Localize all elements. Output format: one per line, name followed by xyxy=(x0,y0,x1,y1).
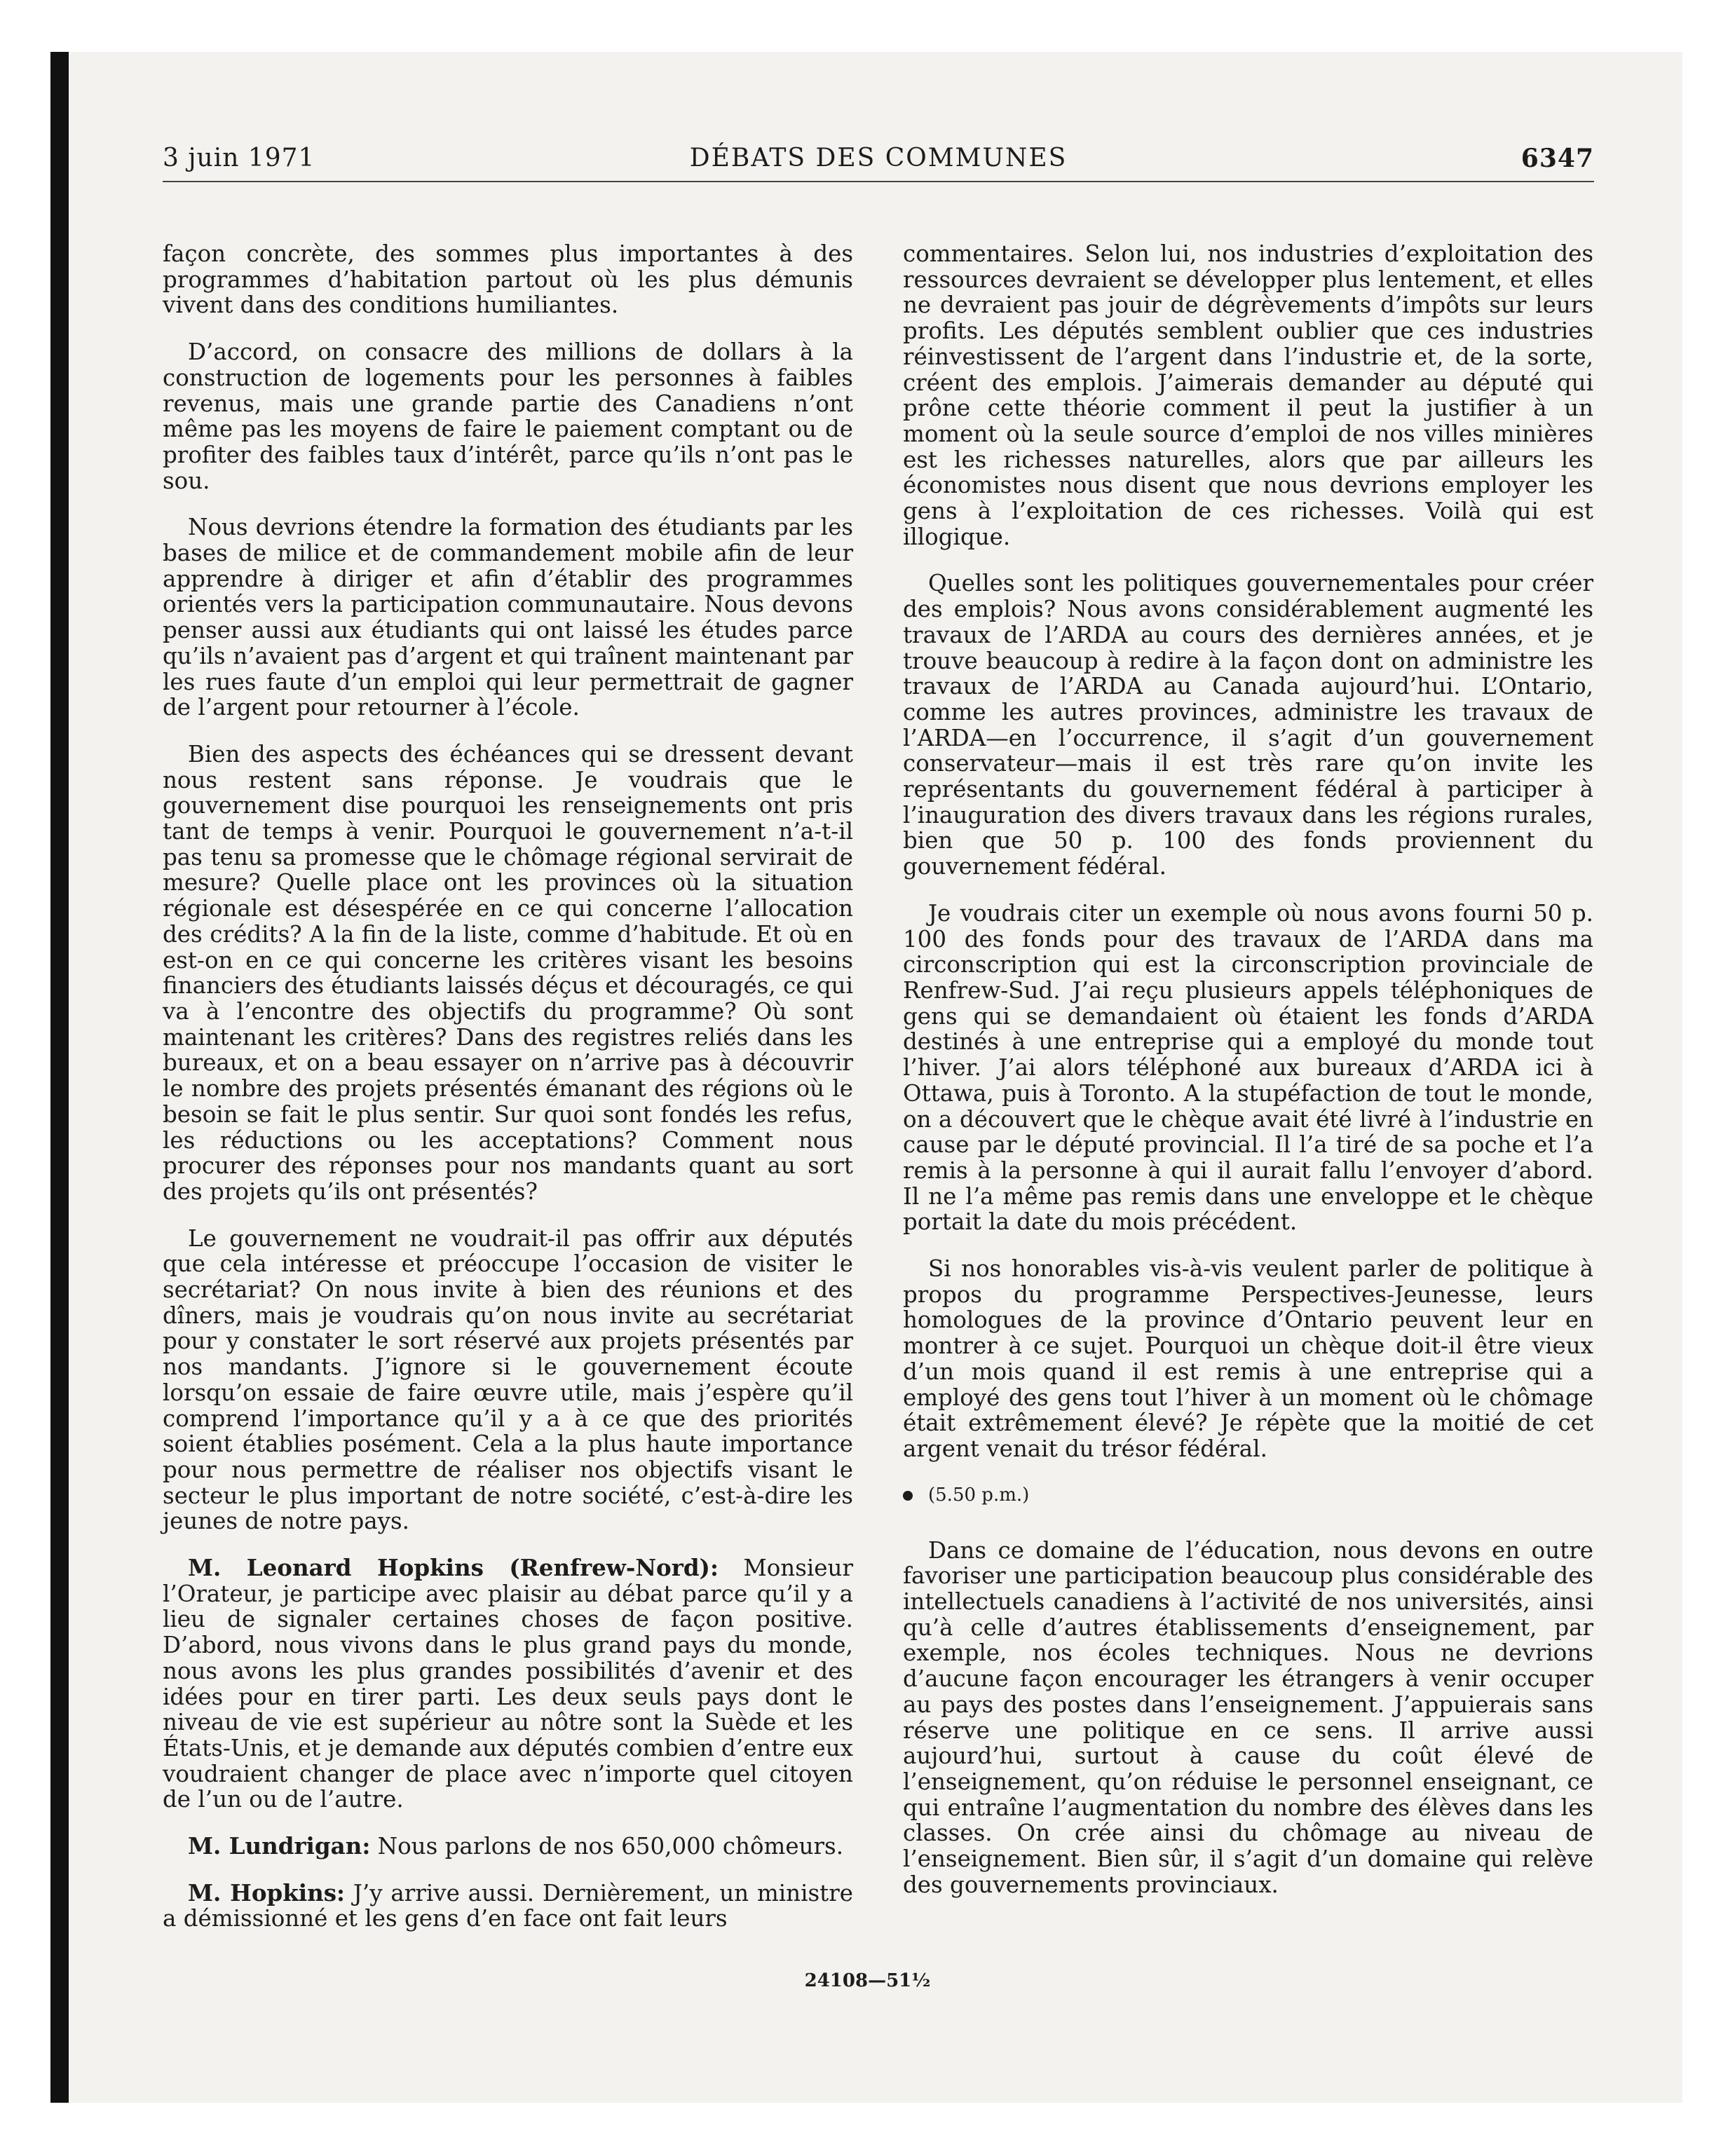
speech-paragraph xyxy=(163,1834,853,1860)
paragraph: Bien des aspects des échéances qui se dressent devant nous restent sans réponse. Je voudrais que le gouvernement dise pourquoi les renseignements ont pris tant de temps à venir. Pourquoi le gouvernement n’a-t-il pas tenu sa promesse que le chômage régional servirait de mesure? Quelle place ont les provinces où la situation régionale est désespérée en ce qui concerne l’allocation des crédits? A la fin de la liste, comme d’habitude. Et où en est-on en ce qui concerne les critères visant les besoins financiers des étudiants laissés déçus et découragés, ce qui va à l’encontre des objectifs du programme? Où sont maintenant les critères? Dans des registres reliés dans les bureaux, et on a beau essayer on n’arrive pas à découvrir le nombre des projets présentés émanant des régions où le besoin se fait le plus sentir. Sur quoi sont fondés les refus, les réductions ou les acceptations? Comment nous procurer des réponses pour nos mandants quant au sort des projets qu’ils ont présentés? xyxy=(163,740,853,1205)
header-title: DÉBATS DES COMMUNES xyxy=(689,144,1068,172)
paragraph: Dans ce domaine de l’éducation, nous devons en outre favoriser une participation beaucoup plus considérable des intellectuels canadiens à l’activité de nos universités, ainsi qu’à celle d’autres établissements d’enseignement, par exemple, nos écoles techniques. Nous ne devrions d’aucune façon encourager les étrangers à venir occuper au pays des postes dans l’enseignement. J’appuierais sans réserve une politique en ce sens. Il arrive aussi aujourd’hui, surtout à cause du coût élevé de l’enseignement, qu’on réduise le personnel enseignant, ce qui entraîne l’augmentation du nombre des élèves dans les classes. On crée ainsi du chômage au niveau de l’enseignement. Bien sûr, il s’agit d’un domaine qui relève des gouvernements provinciaux. xyxy=(903,1536,1593,1898)
paragraph: façon concrète, des sommes plus importantes à des programmes d’habitation partout où les plus démunis vivent dans des conditions humiliantes. xyxy=(163,240,853,319)
page-number: 6347 xyxy=(1520,144,1594,173)
speech-paragraph xyxy=(163,1878,853,1932)
paragraph: Nous devrions étendre la formation des étudiants par les bases de milice et de commandement mobile afin de leur apprendre à diriger et afin d’établir des programmes orientés vers la participation communautaire. Nous devons penser aussi aux étudiants qui ont laissé les études parce qu’ils n’avaient pas d’argent et qui traînent maintenant par les rues faute d’un emploi qui leur permettrait de gagner de l’argent pour retourner à l’école. xyxy=(163,514,853,721)
speech-text: Monsieur l’Orateur, je participe avec plaisir au débat parce qu’il y a lieu de signaler certaines choses de façon positive. D’abord, nous vivons dans le plus grand pays du monde, nous avons les plus grandes possibilités d’avenir et des idées pour en tirer parti. Les deux seuls pays dont le niveau de vie est supérieur au nôtre sont la Suède et les États-Unis, et je demande aux députés combien d’entre eux voudraient changer de place avec n’importe quel citoyen de l’un ou de l’autre. xyxy=(163,1555,854,1813)
speech-text: J’y arrive aussi. Dernièrement, un ministre a démissionné et les gens d’en face ont fait leurs xyxy=(163,1879,853,1932)
paragraph: Je voudrais citer un exemple où nous avons fourni 50 p. 100 des fonds pour des travaux de l’ARDA dans ma circonscription qui est la circonscription provinciale de Renfrew-Sud. J’ai reçu plusieurs appels téléphoniques de gens qui se demandaient où étaient les fonds d’ARDA destinés à une entreprise qui a employé du monde tout l’hiver. J’ai alors téléphoné aux bureaux d’ARDA ici à Ottawa, puis à Toronto. A la stupéfaction de tout le monde, on a découvert que le chèque avait été livré à l’industrie en cause par le député provincial. Il l’a tiré de sa poche et l’a remis à la personne à qui il aurait fallu l’envoyer d’abord. Il ne l’a même pas remis dans une enveloppe et le chèque portait la date du mois précédent. xyxy=(903,899,1593,1236)
timestamp-marker xyxy=(903,1483,1593,1507)
left-column xyxy=(163,241,853,1953)
paragraph: Si nos honorables vis-à-vis veulent parler de politique à propos du programme Perspectives-Jeunesse, leurs homologues de la province d’Ontario peuvent leur en montrer à ce sujet. Pourquoi un chèque doit-il être vieux d’un mois quand il est remis à une entreprise qui a employé des gens tout l’hiver à un moment où le chômage était extrêmement élevé? Je répète que la moitié de cet argent venait du trésor fédéral. xyxy=(903,1255,1593,1462)
paragraph: D’accord, on consacre des millions de dollars à la construction de logements pour les personnes à faibles revenus, mais une grande partie des Canadiens n’ont même pas les moyens de faire le paiement comptant ou de profiter des faibles taux d’intérêt, parce qu’ils n’ont pas le sou. xyxy=(163,339,853,494)
speech-paragraph xyxy=(163,1555,853,1813)
speaker-name: M. Lundrigan: xyxy=(188,1832,371,1860)
header-date: 3 juin 1971 xyxy=(163,144,315,172)
scan-border xyxy=(50,52,69,2103)
speech-text: Nous parlons de nos 650,000 chômeurs. xyxy=(370,1833,844,1860)
page-header xyxy=(163,139,1594,182)
paragraph: commentaires. Selon lui, nos industries d’exploitation des ressources devraient se développer plus lentement, et elles ne devraient pas jouir de dégrèvements d’impôts sur leurs profits. Les députés semblent oublier que ces industries réinvestissent de l’argent dans l’industrie et, de la sorte, créent des emplois. J’aimerais demander au député qui prône cette théorie comment il peut la justifier à un moment où la seule source d’emploi de nos villes minières est les richesses naturelles, alors que par ailleurs les économistes nous disent que nous devrions employer les gens à l’exploitation de ces richesses. Voilà qui est illogique. xyxy=(903,240,1593,550)
paragraph: Quelles sont les politiques gouvernementales pour créer des emplois? Nous avons considérablement augmenté les travaux de l’ARDA au cours des dernières années, et je trouve beaucoup à redire à la façon dont on administre les travaux de l’ARDA au Canada aujourd’hui. L’Ontario, comme les autres provinces, administre les travaux de l’ARDA—en l’occurrence, il s’agit d’un gouvernement conservateur—mais il est très rare qu’on invite les représentants du gouvernement fédéral à participer à l’inauguration des divers travaux dans les régions rurales, bien que 50 p. 100 des fonds proviennent du gouvernement fédéral. xyxy=(903,570,1593,880)
bullet-icon xyxy=(903,1491,913,1501)
timestamp-text: (5.50 p.m.) xyxy=(928,1484,1030,1506)
paragraph: Le gouvernement ne voudrait-il pas offrir aux députés que cela intéresse et préoccupe l’occasion de visiter le secrétariat? On nous invite à bien des réunions et des dîners, mais je voudrais qu’on nous invite au secrétariat pour y constater le sort réservé aux projets présentés par nos mandants. J’ignore si le gouvernement écoute lorsqu’on essaie de faire œuvre utile, mais j’espère qu’il comprend l’importance qu’il y a à ce que des priorités soient établies posément. Cela a la plus haute importance pour nous permettre de réaliser nos objectifs visant le secteur le plus important de notre société, c’est-à-dire les jeunes de notre pays. xyxy=(163,1224,853,1535)
right-column xyxy=(903,241,1593,1918)
footer-code: 24108—51½ xyxy=(804,1970,931,1991)
speaker-name: M. Hopkins: xyxy=(188,1878,346,1906)
speaker-name: M. Leonard Hopkins (Renfrew-Nord): xyxy=(188,1554,719,1582)
